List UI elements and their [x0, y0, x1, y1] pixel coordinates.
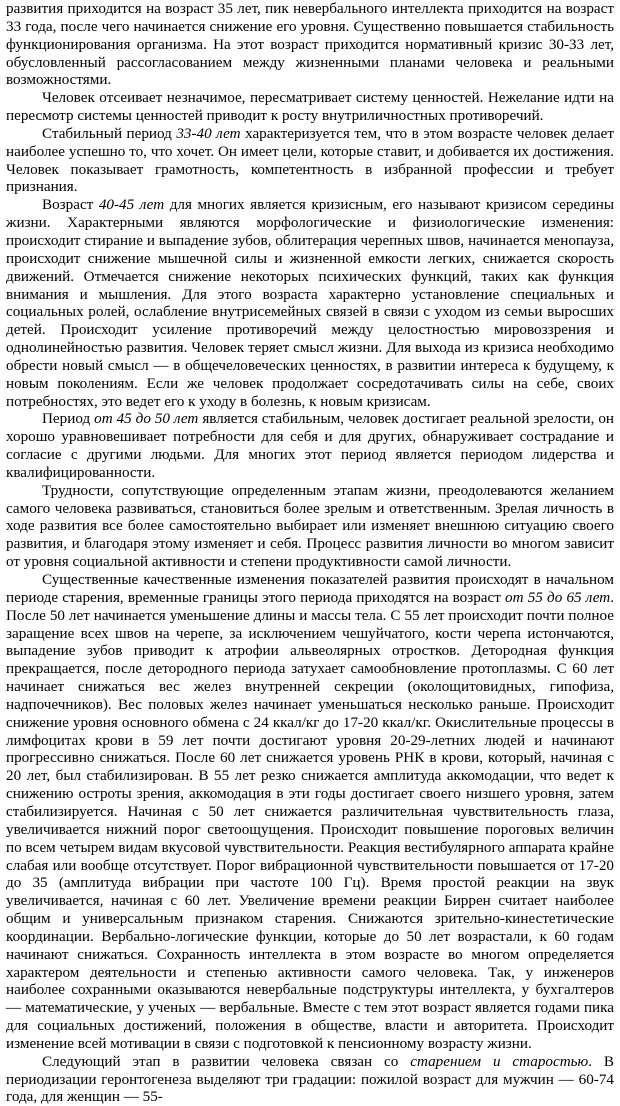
text-run: . После 50 лет начинается уменьшение длины и массы тела. С 55 лет происходит почти полное заращение всех швов на черепе, за исключением чешуйчатого, кости черепа истончаются, выпадение зубов приводит к атрофии альвеолярных отростков. Детородная функция прекращается, после детородного периода затухает самообновление протоплазмы. С 60 лет начинает снижаться вес желез внутренней секреции (околощитовидных, гипофиза, надпочечников). Вес половых желез начинает уменьшаться несколько раньше. Происходит снижение уровня основного обмена с 24 ккал/кг до 17-20 ккал/кг. Окислительные процессы в лимфоцитах крови в 59 лет почти достигают уровня 20-29-летних людей и начинают прогрессивно снижаться. После 60 лет снижается уровень РНК в крови, который, начиная с 20 лет, был стабилизирован. В 55 лет резко снижается амплитуда аккомодации, что ведет к снижению остроты зрения, аккомодация в эти годы достигает своего низшего уровня, затем стабилизируется. Начиная с 50 лет снижается различительная чувствительность глаза, увеличивается нижний порог светоощущения. Происходит повышение пороговых величин по всем четырем видам вкусовой чувствительности. Реакция вестибулярного аппарата крайне слабая или вообще отсутствует. Порог вибрационной чувствительности повышается от 17-20 до 35 (амплитуда вибрации при частоте 100 Гц). Время простой реакции на звук увеличивается, начиная с 60 лет. Увеличение времени реакции Биррен считает наиболее общим и универсальным признаком старения. Снижаются зрительно-кинестетические координации. Вербально-логические функции, которые до 50 лет возрастали, к 60 годам начинают снижаться. Сохранность интеллекта в этом возрасте во многом определяется характером деятельности и степенью активности самого человека. Так, у инженеров наиболее сохранными оказываются невербальные подструктуры интеллекта, у бухгалтеров — математические, у ученых — вербальные. Вместе с тем этот возраст является годами пика для социальных достижений, положения в обществе, власти и авторитета. Происходит изменение всей мотивации в связи с подготовкой к пенсионному возрасту жизни.	[6, 588, 614, 1052]
text-run: Стабильный период	[42, 124, 177, 142]
text-run: Следующий этап в развитии человека связан со	[42, 1052, 411, 1070]
emphasized-text: от 45 до 50 лет	[94, 410, 199, 428]
text-run: . В периодизации геронтогенеза выделяют три градации: пожилой возраст для мужчин — 60-74 года, для женщин — 55-	[6, 1052, 614, 1106]
text-run: Человек отсеивает незначимое, пересматривает систему ценностей. Нежелание идти на пересмотр системы ценностей приводит к росту внутриличностных противоречий.	[6, 89, 614, 125]
paragraph	[6, 125, 614, 196]
paragraph	[6, 482, 614, 571]
text-run: Период	[42, 410, 95, 428]
text-run: характеризуется тем, что в этом возрасте человек делает наиболее успешно то, что хочет. Он имеет цели, которые ставит, и добивается их достижения. Человек показывает грамотность, компетентность в избранной профессии и требует признания.	[6, 124, 614, 196]
paragraph	[6, 571, 614, 1053]
emphasized-text: 40-45 лет	[98, 196, 165, 214]
text-run: является стабильным, человек достигает реальной зрелости, он хорошо уравновешивает потребности для себя и для других, обнаруживает сострадание и согласие с другими людьми. Для многих этот период является периодом лидерства и квалифицированности.	[6, 410, 614, 481]
text-run: для многих является кризисным, его называют кризисом середины жизни. Характерными являются морфологические и физиологические изменения: происходит стирание и выпадение зубов, облитерация черепных швов, начинается менопауза, происходит снижение мышечной силы и жизненной емкости легких, снижается скорость движений. Отмечается снижение некоторых психических функций, таких как функция внимания и мышления. Для этого возраста характерно установление специальных и социальных ролей, ослабление внутрисемейных связей в связи с уходом из семьи выросших детей. Происходит усиление противоречий между целостностью мировоззрения и однолинейностью развития. Человек теряет смысл жизни. Для выхода из кризиса необходимо обрести новый смысл — в общечеловеческих ценностях, в развитии интереса к будущему, к новым поколениям. Если же человек продолжает сосредотачивать силы на себе, своих потребностях, это ведет его к уходу в болезнь, к новым кризисам.	[6, 196, 614, 410]
paragraph	[6, 89, 614, 125]
emphasized-text: от 55 до 65 лет	[505, 588, 611, 606]
text-run: развития приходится на возраст 35 лет, пик невербального интеллекта приходится на возраст 33 года, после чего начинается снижение его уровня. Существенно повышается стабильность функционирования организма. На этот возраст приходится нормативный кризис 30-33 лет, обусловленный рассогласованием между жизненными планами человека и реальными возможностями.	[6, 0, 614, 89]
text-run: Существенные качественные изменения показателей развития происходят в начальном периоде старения, временные границы этого периода приходятся на возраст	[6, 571, 614, 606]
emphasized-text: старением и старостью	[410, 1052, 589, 1070]
paragraph	[6, 196, 614, 410]
emphasized-text: 33-40 лет	[176, 124, 241, 142]
paragraph	[6, 0, 614, 89]
paragraph	[6, 1053, 614, 1106]
text-run: Возраст	[42, 196, 99, 214]
paragraph	[6, 410, 614, 481]
text-run: Трудности, сопутствующие определенным этапам жизни, преодолеваются желанием самого человека развиваться, становиться более зрелым и ответственным. Зрелая личность в ходе развития все более самостоятельно выбирает или изменяет внешнюю ситуацию своего развития, и благодаря этому изменяет и себя. Процесс развития личности во многом зависит от уровня социальной активности и степени продуктивности самой личности.	[6, 481, 614, 571]
